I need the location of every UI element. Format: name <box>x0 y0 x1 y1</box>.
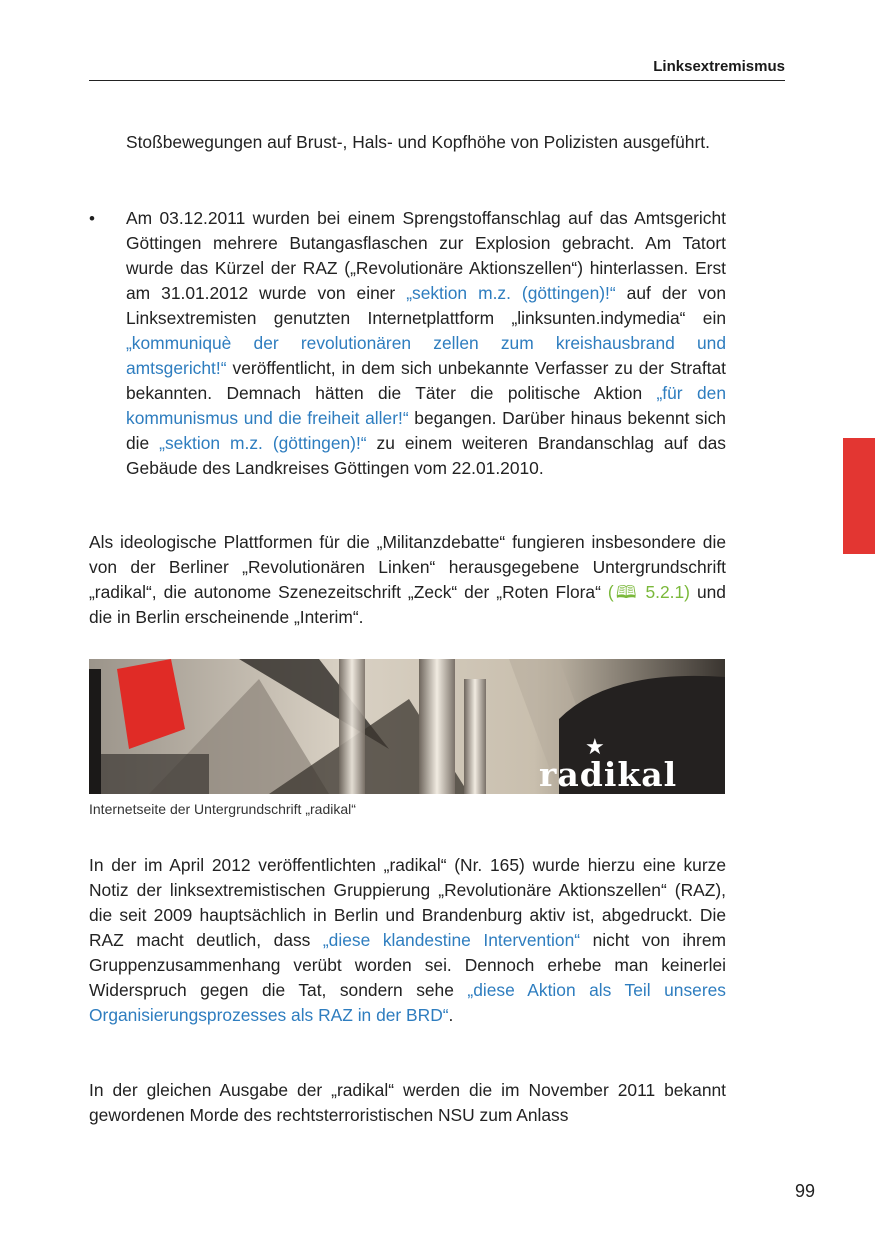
text-segment: veröffentlicht, in dem sich unbekannte Verfasser zu der Straftat bekannten. Demnach hätten die Täter die politische Aktion <box>126 358 726 403</box>
header-divider <box>89 80 785 81</box>
text-segment: . <box>448 1005 454 1025</box>
figure-caption: Internetseite der Untergrundschrift „radikal“ <box>89 801 356 817</box>
cross-reference-link[interactable]: (🕮 5.2.1) <box>607 582 690 602</box>
chapter-tab-marker <box>843 438 875 554</box>
text-segment: auf der von Linksextremisten genutzten Internetplattform „linksunten.indymedia“ ein <box>126 283 726 328</box>
bullet-point: • <box>89 209 95 228</box>
quote-intervention: „diese klandestine Intervention“ <box>322 930 581 950</box>
paragraph-nsu: In der gleichen Ausgabe der „radikal“ werden die im November 2011 bekannt gewordenen Morde des rechtsterroristischen NSU zum Anlass <box>89 1080 726 1125</box>
text-segment: und die in Berlin erscheinende „Interim“. <box>89 582 726 627</box>
text-segment: In der im April 2012 veröffentlichten „radikal“ (Nr. 165) wurde hierzu eine kurze Notiz der linksextremistischen Gruppierung „Revolutionäre Aktionszellen“ (RAZ), die seit 2009 hauptsächlich in Berlin und Brandenburg aktiv ist, abgedruckt. Die RAZ macht deutlich, dass <box>89 855 726 950</box>
quote-sektion: „sektion m.z. (göttingen)!“ <box>406 283 616 303</box>
running-header: Linksextremismus <box>653 58 785 75</box>
quote-kommunismus: „für den kommunismus und die freiheit aller!“ <box>126 383 727 428</box>
radikal-logo: radikal <box>539 755 678 794</box>
text-segment: Am 03.12.2011 wurden bei einem Sprengstoffanschlag auf das Amtsgericht Göttingen mehrere Butangasflaschen zur Explosion gebracht. Am Tatort wurde das Kürzel der RAZ („Revolutionäre Aktionszellen“) hinterlassen. Erst am 31.01.2012 wurde von einer <box>126 208 726 303</box>
quote-kommunique: „kommuniquè der revolutionären zellen zum kreishausbrand und amtsgericht!“ <box>126 333 726 378</box>
paragraph-platforms <box>89 530 726 630</box>
quote-organisierung: „diese Aktion als Teil unseres Organisierungsprozesses als RAZ in der BRD“ <box>89 980 726 1025</box>
radikal-logo-star: ★ <box>585 734 605 759</box>
text-segment: nicht von ihrem Gruppenzusammenhang verübt worden sei. Dennoch erhebe man keinerlei Widerspruch gegen die Tat, sondern sehe <box>89 930 726 1000</box>
page-number: 99 <box>795 1181 816 1201</box>
radikal-website-image <box>89 659 725 794</box>
text-segment: zu einem weiteren Brandanschlag auf das Gebäude des Landkreises Göttingen vom 22.01.2010. <box>126 433 726 478</box>
paragraph-continued: Stoßbewegungen auf Brust-, Hals- und Kopfhöhe von Polizisten ausgeführt. <box>126 132 710 152</box>
bullet-paragraph <box>126 206 726 481</box>
quote-sektion-2: „sektion m.z. (göttingen)!“ <box>159 433 367 453</box>
paragraph-radikal-165 <box>89 853 726 1028</box>
text-segment: begangen. Darüber hinaus bekennt sich die <box>126 408 726 453</box>
text-segment: Als ideologische Plattformen für die „Militanzdebatte“ fungieren insbesondere die von der Berliner „Revolutionären Linken“ herausgegebene Untergrundschrift „radikal“, die autonome Szenezeitschrift „Zeck“ der „Roten Flora“ <box>89 532 726 602</box>
